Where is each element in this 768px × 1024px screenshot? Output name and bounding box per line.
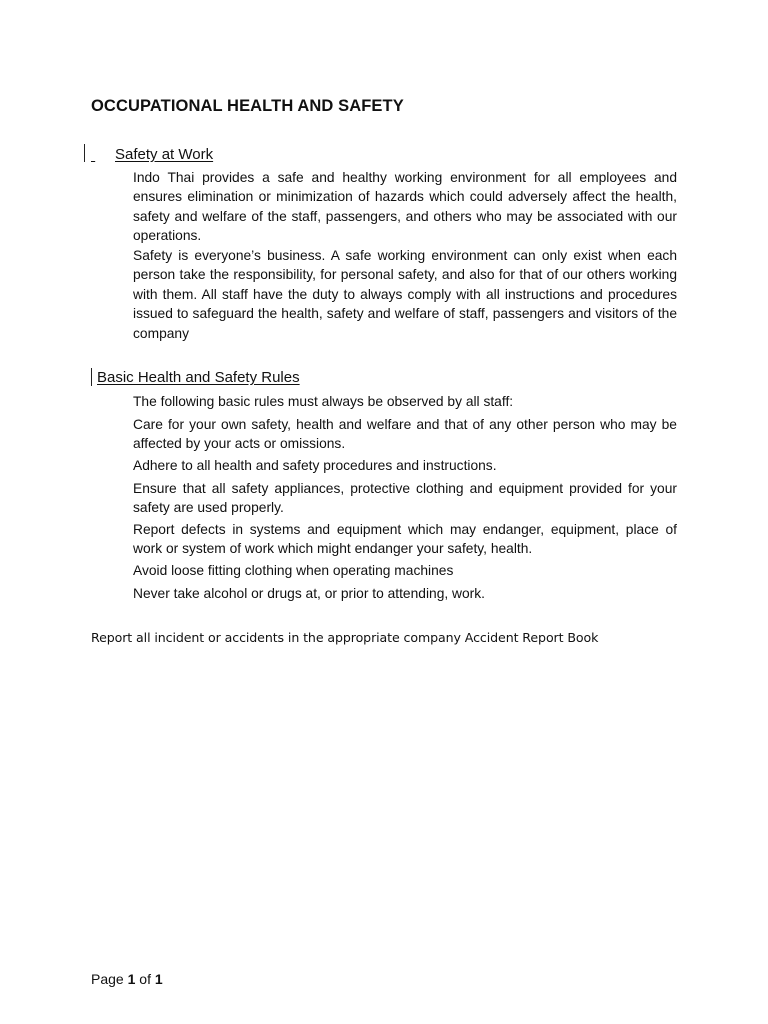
rules-intro: The following basic rules must always be observed by all staff: [133, 394, 514, 409]
paragraph: Indo Thai provides a safe and healthy working environment for all employees and ensures elimination or minimization of hazards which could adversely affect the health, safety and welfare of the staff, passengers, and others who may be associated with our operations. [133, 170, 677, 244]
section-heading-label: Safety at Work [115, 146, 214, 163]
closing-statement: Report all incident or accidents in the appropriate company Accident Report Book [91, 630, 599, 645]
page-footer [91, 971, 163, 987]
section-heading-safety-at-work [91, 146, 213, 163]
rule-item: Report defects in systems and equipment which may endanger, equipment, place of work or system of work which might endanger your safety, health. [133, 522, 677, 557]
heading-indent [91, 146, 115, 163]
rule-item: Care for your own safety, health and welfare and that of any other person who may be affected by your acts or omissions. [133, 417, 677, 452]
rule-item: Never take alcohol or drugs at, or prior to attending, work. [133, 586, 485, 601]
page-label: Page [91, 971, 124, 987]
rule-item: Adhere to all health and safety procedures and instructions. [133, 458, 497, 473]
revision-bar [91, 368, 92, 386]
current-page-number: 1 [127, 971, 136, 987]
paragraph: Safety is everyone’s business. A safe working environment can only exist when each person take the responsibility, for personal safety, and also for that of our others working with them. All staff have the duty to always comply with all instructions and procedures issued to safeguard the health, safety and welfare of staff, passengers and visitors of the company [133, 248, 677, 341]
total-pages-number: 1 [154, 971, 163, 987]
of-label: of [139, 971, 151, 987]
document-title: OCCUPATIONAL HEALTH AND SAFETY [91, 97, 404, 115]
rule-item: Ensure that all safety appliances, protective clothing and equipment provided for your safety are used properly. [133, 481, 677, 516]
revision-bar [84, 144, 85, 162]
section-heading-basic-rules: Basic Health and Safety Rules [97, 369, 300, 386]
rule-item: Avoid loose fitting clothing when operating machines [133, 563, 454, 578]
